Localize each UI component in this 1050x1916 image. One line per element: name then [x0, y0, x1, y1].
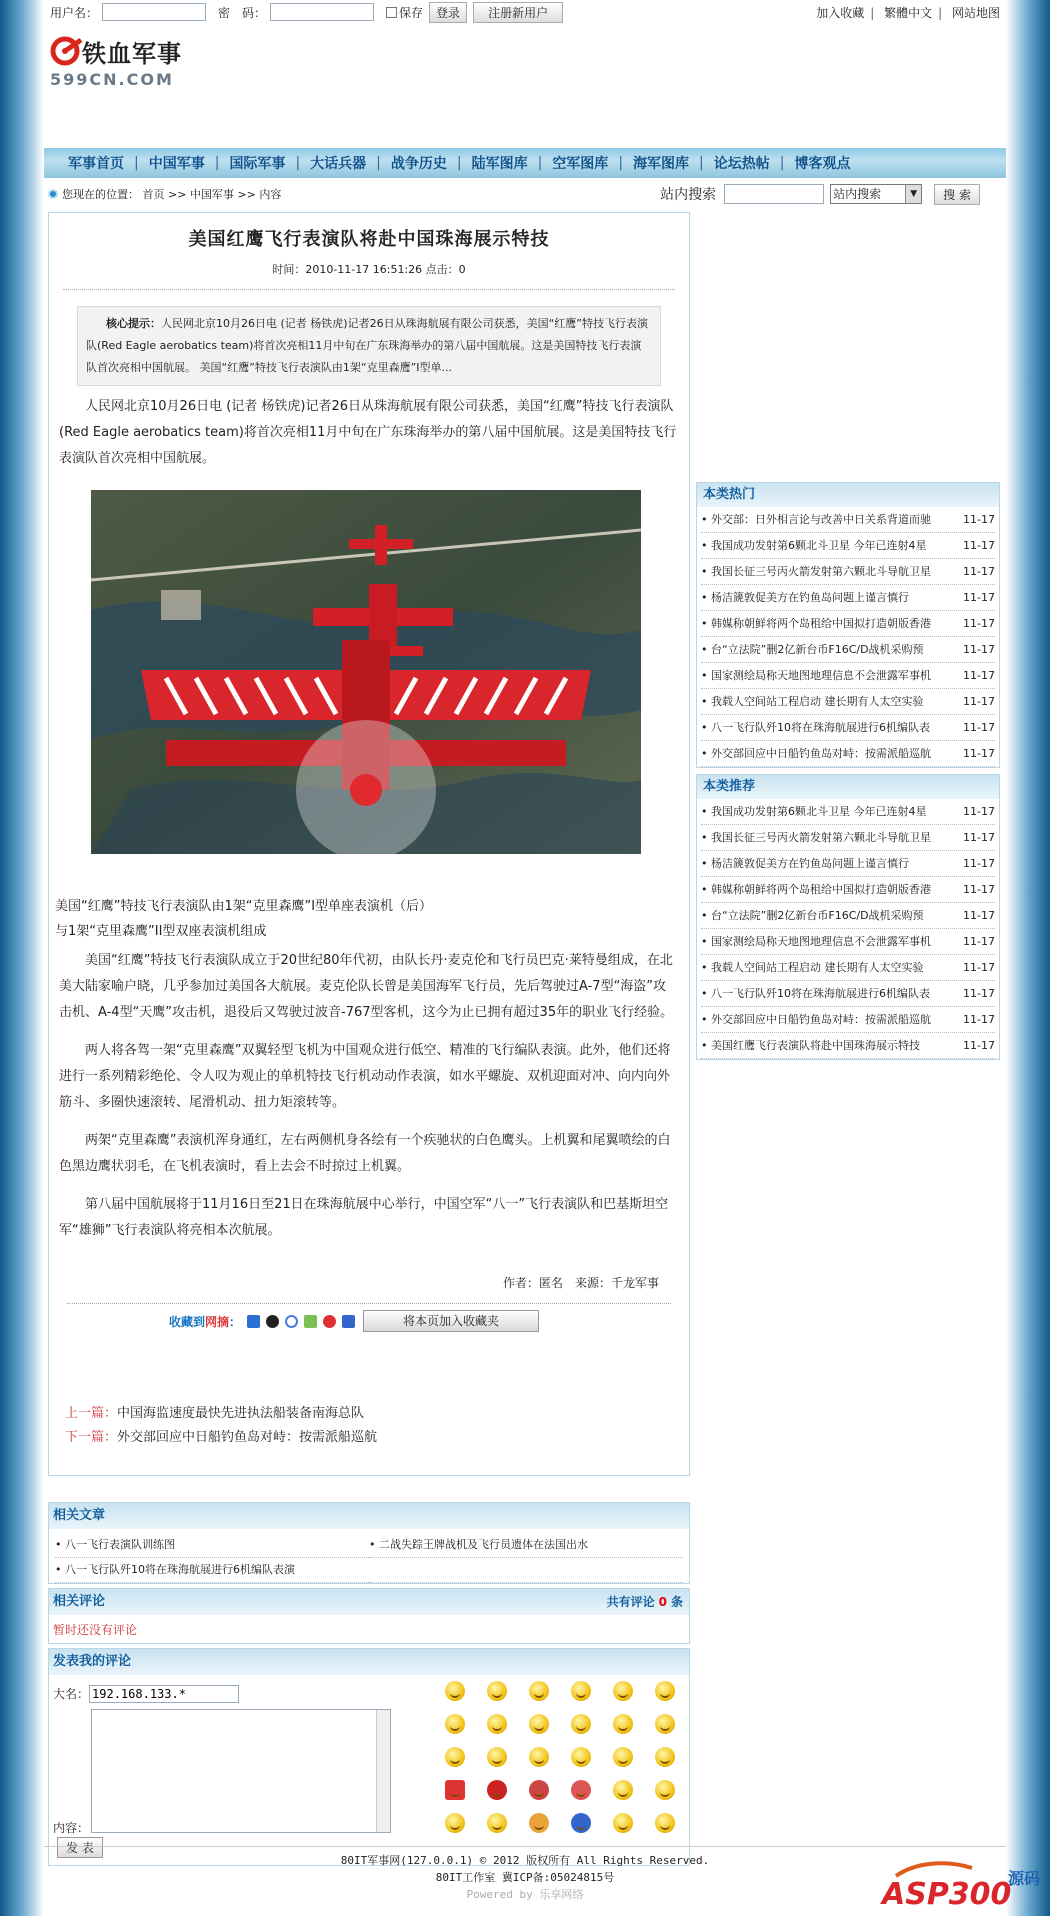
related-articles-title: 相关文章: [49, 1503, 689, 1529]
list-item-title[interactable]: • 八一飞行队歼10将在珠海航展进行6机编队表: [701, 987, 930, 1000]
list-item[interactable]: [701, 689, 995, 715]
smiley-icon[interactable]: [487, 1681, 507, 1701]
password-label: 密 码：: [218, 5, 267, 20]
smiley-icon[interactable]: [445, 1714, 465, 1734]
hot-articles-box: [696, 482, 1000, 768]
emoticon-grid: [445, 1681, 697, 1846]
list-item: [369, 1558, 683, 1583]
list-item-date: 11-17: [963, 883, 995, 896]
list-item[interactable]: [701, 955, 995, 981]
footer: [44, 1852, 1006, 1903]
footer-powered-by: Powered by 乐享网络: [466, 1888, 584, 1901]
article-panel: [48, 212, 690, 1476]
submit-comment-button[interactable]: 发 表: [57, 1837, 103, 1858]
smiley-icon[interactable]: [445, 1813, 465, 1833]
list-item-date: 11-17: [963, 831, 995, 844]
remember-checkbox[interactable]: [386, 7, 397, 18]
prev-next-links: [65, 1402, 689, 1450]
list-item[interactable]: [701, 825, 995, 851]
list-item-date: 11-17: [963, 961, 995, 974]
smiley-icon[interactable]: [613, 1714, 633, 1734]
list-item[interactable]: [701, 1033, 995, 1059]
smiley-icon[interactable]: [487, 1714, 507, 1734]
list-item-date: 11-17: [963, 695, 995, 708]
list-item[interactable]: [701, 715, 995, 741]
list-item-title[interactable]: • 国家测绘局称天地图地理信息不会泄露军事机: [701, 669, 931, 682]
list-item-date: 11-17: [963, 643, 995, 656]
smiley-icon[interactable]: [655, 1747, 675, 1767]
list-item-date: 11-17: [963, 857, 995, 870]
hot-articles-list: [697, 507, 999, 767]
footer-copyright: 80IT军事网(127.0.0.1) © 2012 版权所有 All Rights Reserved.: [340, 1854, 710, 1867]
comment-textarea[interactable]: [91, 1709, 391, 1833]
list-item-title[interactable]: • 我国成功发射第6颗北斗卫星 今年已连射4星: [701, 539, 927, 552]
username-input[interactable]: [102, 3, 206, 21]
bookmark-green-icon[interactable]: [304, 1315, 317, 1328]
article-title: 美国红鹰飞行表演队将赴中国珠海展示特技: [188, 229, 550, 250]
smiley-icon[interactable]: [571, 1714, 591, 1734]
site-logo[interactable]: [44, 24, 1006, 124]
svg-text:源码: 源码: [1008, 1869, 1041, 1888]
top-links: 加入收藏 | 繁體中文 | 网站地图: [816, 5, 1000, 20]
list-item-title[interactable]: • 韩媒称朝鲜将两个岛租给中国拟打造朝版香港: [701, 617, 931, 630]
list-item-date: 11-17: [963, 669, 995, 682]
list-item[interactable]: [701, 507, 995, 533]
lips-icon[interactable]: [487, 1780, 507, 1800]
nav-home[interactable]: 军事首页: [68, 156, 124, 172]
remember-label: 保存: [399, 5, 424, 20]
list-item-date: 11-17: [963, 1013, 995, 1026]
content-label: 内容：: [53, 1821, 90, 1835]
list-item[interactable]: [701, 533, 995, 559]
list-item-title[interactable]: • 杨洁篪敦促美方在钓鱼岛问题上谨言慎行: [701, 857, 909, 870]
breadcrumb-bar: [44, 178, 1006, 210]
paragraph: 两人将各驾一架“克里森鹰”双翼轻型飞机为中国观众进行低空、精准的飞行编队表演。此外，他们还将进行一系列精彩绝伦、令人叹为观止的单机特技飞行机动动作表演，如水平螺旋、双机迎面对冲、向内向外筋斗、多圈快速滚转、尾滑机动、扭力矩滚转等。: [59, 1043, 671, 1110]
bookmark-red-icon[interactable]: [323, 1315, 336, 1328]
comments-box: [48, 1588, 690, 1644]
list-item[interactable]: [701, 799, 995, 825]
post-comment-title: 发表我的评论: [49, 1649, 689, 1675]
list-item[interactable]: • 八一飞行队歼10将在珠海航展进行6机编队表演: [55, 1558, 369, 1583]
name-label: 大名：: [53, 1687, 90, 1701]
username-label: 用户名：: [50, 5, 99, 20]
list-item-title[interactable]: • 我国长征三号丙火箭发射第六颗北斗导航卫星: [701, 565, 931, 578]
list-item-title[interactable]: • 我国成功发射第6颗北斗卫星 今年已连射4星: [701, 805, 927, 818]
bookmark-blue-icon[interactable]: [342, 1315, 355, 1328]
recommended-articles-list: [697, 799, 999, 1059]
list-item-date: 11-17: [963, 1039, 995, 1052]
breadcrumb-sep: >>: [168, 188, 187, 201]
breadcrumb: [62, 186, 281, 202]
paragraph: 美国“红鹰”特技飞行表演队成立于20世纪80年代初，由队长丹·麦克伦和飞行员巴克·莱特曼组成，在北美大陆家喻户晓，几乎参加过美国各大航展。麦克伦队长曾是美国海军飞行员，先后驾驶过A-7型“海盗”攻击机、A-4型“天鹰”攻击机，退役后又驾驶过波音-767型客机，这今为止已拥有超过35年的职业飞行经验。: [59, 953, 674, 1020]
smiley-icon[interactable]: [529, 1747, 549, 1767]
bookmark-label-b: 网摘: [205, 1314, 230, 1329]
list-item-title[interactable]: • 美国红鹰飞行表演队将赴中国珠海展示特技: [701, 1039, 920, 1052]
list-item-title[interactable]: • 我载人空间站工程启动 建长期有人太空实验: [701, 961, 924, 974]
list-item-date: 11-17: [963, 617, 995, 630]
breadcrumb-section[interactable]: 中国军事: [189, 188, 234, 201]
nav-weapons[interactable]: 大话兵器: [310, 156, 367, 172]
nav-airforce-gallery[interactable]: 空军图库: [552, 156, 609, 172]
article-summary: [77, 306, 661, 386]
bookmark-paw-icon[interactable]: [247, 1315, 260, 1328]
textarea-scrollbar[interactable]: [376, 1710, 390, 1832]
list-item-date: 11-17: [963, 591, 995, 604]
recommended-articles-box: [696, 774, 1000, 1060]
smiley-icon[interactable]: [655, 1681, 675, 1701]
list-item-date: 11-17: [963, 539, 995, 552]
airplane-photo: [91, 490, 641, 854]
prev-article-link[interactable]: 中国海监速度最快先进执法船装备南海总队: [117, 1406, 365, 1421]
list-item-title[interactable]: • 台“立法院”删2亿新台币F16C/D战机采购预: [701, 909, 924, 922]
password-input[interactable]: [270, 3, 374, 21]
list-item-title[interactable]: • 我载人空间站工程启动 建长期有人太空实验: [701, 695, 924, 708]
divider: [63, 289, 675, 290]
rose-icon[interactable]: [529, 1780, 549, 1800]
list-item-date: 11-17: [963, 909, 995, 922]
smiley-icon[interactable]: [445, 1681, 465, 1701]
footer-icp: 80IT工作室 冀ICP备:05024815号: [435, 1871, 615, 1884]
smiley-icon[interactable]: [655, 1813, 675, 1833]
related-articles-list: [49, 1529, 689, 1587]
red-biplane-image: [91, 490, 641, 854]
list-item[interactable]: [701, 1007, 995, 1033]
site-search: [660, 184, 980, 205]
list-item-title[interactable]: • 外交部：日外相言论与改善中日关系背道而驰: [701, 513, 931, 526]
bookmark-penguin-icon[interactable]: [266, 1315, 279, 1328]
post-comment-box: [48, 1648, 690, 1866]
next-article-link[interactable]: 外交部回应中日船钓鱼岛对峙：按需派船巡航: [117, 1430, 378, 1445]
comments-title: 相关评论: [53, 1594, 106, 1609]
rose-icon[interactable]: [571, 1780, 591, 1800]
logo-title: 铁血军事: [82, 40, 182, 68]
smiley-icon[interactable]: [613, 1747, 633, 1767]
list-item[interactable]: [701, 611, 995, 637]
list-item-title[interactable]: • 杨洁篪敦促美方在钓鱼岛问题上谨言慎行: [701, 591, 909, 604]
photo-caption: [55, 894, 679, 944]
list-item[interactable]: [701, 559, 995, 585]
main-nav: 军事首页 | 中国军事 | 国际军事 | 大话兵器 | 战争历史 | 陆军图库 | 空军图库 | 海军图库 | 论坛热帖 | 博客观点: [44, 148, 1006, 178]
next-label: 下一篇：: [65, 1430, 118, 1445]
search-button[interactable]: 搜 索: [934, 184, 980, 205]
smiley-icon[interactable]: [613, 1681, 633, 1701]
smiley-icon[interactable]: [655, 1714, 675, 1734]
name-field[interactable]: [89, 1685, 239, 1703]
smiley-icon[interactable]: [571, 1747, 591, 1767]
nav-intl-military[interactable]: 国际军事: [229, 156, 286, 172]
search-input[interactable]: [724, 184, 824, 204]
list-item[interactable]: [701, 663, 995, 689]
paragraph: 两架“克里森鹰”表演机浑身通红，左右两侧机身各绘有一个疾驰状的白色鹰头。上机翼和尾翼喷绘的白色黑边鹰状羽毛，在飞机表演时，看上去会不时掠过上机翼。: [59, 1133, 671, 1174]
add-favorite-link[interactable]: 加入收藏: [816, 5, 865, 20]
name-row: [53, 1685, 239, 1703]
hot-articles-title: 本类热门: [697, 483, 999, 507]
paragraph: 第八届中国航展将于11月16日至21日在珠海航展中心举行，中国空军“八一”飞行表演队和巴基斯坦空军“雄狮”飞行表演队将亮相本次航展。: [59, 1197, 669, 1238]
list-item[interactable]: [701, 585, 995, 611]
nav-forum[interactable]: 论坛热帖: [713, 156, 770, 172]
main-content: [44, 212, 1006, 1862]
no-comments-text: 暂时还没有评论: [53, 1623, 138, 1637]
add-to-favorites-button[interactable]: 将本页加入收藏夹: [363, 1310, 539, 1332]
list-item-date: 11-17: [963, 721, 995, 734]
nav-war-history[interactable]: 战争历史: [390, 156, 447, 172]
breadcrumb-prefix: 您现在的位置：: [62, 188, 139, 201]
bookmark-label: [169, 1313, 241, 1330]
bookmark-bar: [67, 1303, 671, 1332]
paragraph: 人民网北京10月26日电 (记者 杨铁虎)记者26日从珠海航展有限公司获悉，美国“红鹰”特技飞行表演队(Red Eagle aerobatics team)将首次亮相11月中旬在广东珠海举办的第八届中国航展。这是美国特技飞行表演队首次亮相中国航展。: [59, 399, 677, 466]
login-bar: [44, 0, 1006, 24]
list-item-title[interactable]: • 台“立法院”删2亿新台币F16C/D战机采购预: [701, 643, 924, 656]
asp300-watermark: [876, 1858, 1046, 1912]
list-item[interactable]: [701, 981, 995, 1007]
summary-text: 人民网北京10月26日电 (记者 杨铁虎)记者26日从珠海航展有限公司获悉，美国“红鹰”特技飞行表演队(Red Eagle aerobatics team)将首次亮相11月中旬在广东珠海举办的第八届中国航展。这是美国特技飞行表演队首次亮相中国航展。 美国“红鹰”特技飞行表演队由1架“克里森鹰”I型单...: [86, 317, 648, 374]
list-item-title[interactable]: • 国家测绘局称天地图地理信息不会泄露军事机: [701, 935, 931, 948]
search-label: 站内搜索: [660, 187, 717, 203]
sitemap-link[interactable]: 网站地图: [951, 5, 1000, 20]
left-gradient-bar: [0, 0, 44, 1916]
search-scope-value: 站内搜索: [833, 187, 882, 201]
bookmark-label-c: ：: [229, 1314, 242, 1329]
register-button[interactable]: 注册新用户: [473, 2, 563, 23]
article-body: [49, 394, 689, 1244]
smiley-icon[interactable]: [487, 1747, 507, 1767]
comments-header: [49, 1589, 689, 1615]
prev-label: 上一篇：: [65, 1406, 118, 1421]
asp300-logo-icon: [876, 1858, 1046, 1912]
list-item-title[interactable]: • 八一飞行队歼10将在珠海航展进行6机编队表: [701, 721, 930, 734]
article-author-source: 作者：匿名 来源：千龙军事: [502, 1276, 659, 1290]
bookmark-label-a: 收藏到: [169, 1314, 206, 1329]
nav-army-gallery[interactable]: 陆军图库: [471, 156, 528, 172]
logo-mark-icon: [50, 34, 84, 66]
list-item-date: 11-17: [963, 987, 995, 1000]
smiley-icon[interactable]: [529, 1714, 549, 1734]
smiley-icon[interactable]: [613, 1780, 633, 1800]
list-item-title[interactable]: • 我国长征三号丙火箭发射第六颗北斗导航卫星: [701, 831, 931, 844]
list-item-date: 11-17: [963, 805, 995, 818]
list-item[interactable]: [701, 877, 995, 903]
login-button[interactable]: 登录: [429, 2, 467, 23]
list-item[interactable]: [701, 903, 995, 929]
comment-count: 共有评论 0 条: [606, 1595, 683, 1609]
smiley-icon[interactable]: [445, 1747, 465, 1767]
list-item-title[interactable]: • 韩媒称朝鲜将两个岛租给中国拟打造朝版香港: [701, 883, 931, 896]
breadcrumb-home[interactable]: 首页: [142, 188, 165, 201]
breadcrumb-page: 内容: [259, 188, 282, 201]
list-item-title[interactable]: • 外交部回应中日船钓鱼岛对峙：按需派船巡航: [701, 1013, 931, 1026]
cat-icon[interactable]: [529, 1813, 549, 1833]
caption-line-2: 与1架“克里森鹰”II型双座表演机组成: [55, 924, 267, 939]
svg-text:ASP300: ASP300: [882, 1877, 1012, 1912]
list-item-date: 11-17: [963, 513, 995, 526]
chevron-down-icon: ▼: [905, 185, 921, 203]
smiley-icon[interactable]: [529, 1681, 549, 1701]
related-articles-box: [48, 1502, 690, 1584]
location-dot-icon: [48, 189, 58, 199]
breadcrumb-sep: >>: [237, 188, 256, 201]
summary-label: 核心提示：: [106, 317, 161, 330]
list-item[interactable]: [701, 851, 995, 877]
nav-blog[interactable]: 博客观点: [794, 156, 851, 172]
smiley-icon[interactable]: [487, 1813, 507, 1833]
list-item[interactable]: [701, 637, 995, 663]
caption-line-1: 美国“红鹰”特技飞行表演队由1架“克里森鹰”I型单座表演机（后）: [55, 899, 433, 914]
list-item-date: 11-17: [963, 747, 995, 760]
nav-navy-gallery[interactable]: 海军图库: [633, 156, 690, 172]
smiley-icon[interactable]: [571, 1681, 591, 1701]
list-item-title[interactable]: • 外交部回应中日船钓鱼岛对峙：按需派船巡航: [701, 747, 931, 760]
recommended-articles-title: 本类推荐: [697, 775, 999, 799]
list-item-date: 11-17: [963, 565, 995, 578]
smiley-icon[interactable]: [655, 1780, 675, 1800]
right-gradient-bar: [1006, 0, 1050, 1916]
bookmark-google-icon[interactable]: [285, 1315, 298, 1328]
search-scope-select[interactable]: [830, 184, 922, 204]
sidebar: [696, 482, 1000, 1060]
list-item-date: 11-17: [963, 935, 995, 948]
list-item[interactable]: [701, 741, 995, 767]
traditional-chinese-link[interactable]: 繁體中文: [884, 5, 933, 20]
article-meta: 时间：2010-11-17 16:51:26 点击：0: [272, 263, 466, 276]
smiley-icon[interactable]: [613, 1813, 633, 1833]
list-item[interactable]: [701, 929, 995, 955]
music-note-icon[interactable]: [571, 1813, 591, 1833]
list-item[interactable]: • 八一飞行表演队训练图: [55, 1533, 369, 1558]
logo-subtitle: 599CN.COM: [50, 70, 174, 89]
list-item[interactable]: • 二战失踪王牌战机及飞行员遗体在法国出水: [369, 1533, 683, 1558]
nav-china-military[interactable]: 中国军事: [148, 156, 205, 172]
broken-heart-icon[interactable]: [445, 1780, 465, 1800]
footer-divider: [44, 1846, 1006, 1847]
